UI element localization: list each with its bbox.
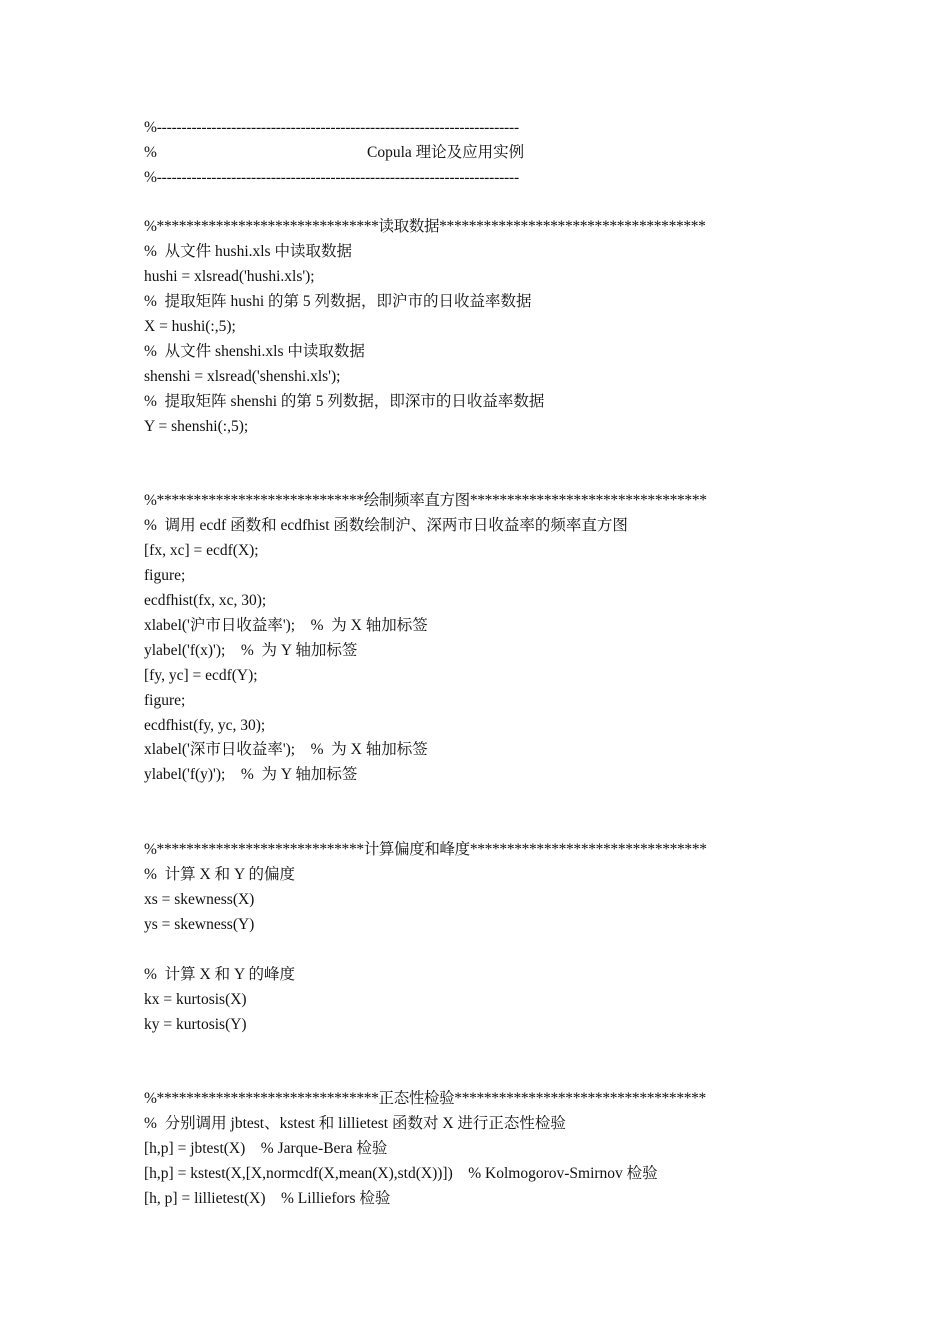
code-line: % 提取矩阵 hushi 的第 5 列数据，即沪市的日收益率数据 <box>144 293 532 310</box>
header-rule-top: %------------------------------------------------------------------------- <box>144 119 519 136</box>
code-line: hushi = xlsread('hushi.xls'); <box>144 268 315 285</box>
code-line: % 计算 X 和 Y 的偏度 <box>144 866 295 883</box>
code-line: % 从文件 hushi.xls 中读取数据 <box>144 243 352 260</box>
header-title-prefix: % <box>144 144 157 161</box>
code-line: xs = skewness(X) <box>144 891 255 908</box>
code-line: [fy, yc] = ecdf(Y); <box>144 667 258 684</box>
code-line: % 分别调用 jbtest、kstest 和 lillietest 函数对 X 进行正态性检验 <box>144 1115 566 1132</box>
page-title: Copula 理论及应用实例 <box>367 144 525 161</box>
code-line: xlabel('沪市日收益率'); % 为 X 轴加标签 <box>144 617 428 634</box>
code-line: Y = shenshi(:,5); <box>144 418 249 435</box>
section-banner-normality: %******************************正态性检验********************************** <box>144 1090 706 1107</box>
code-line: ys = skewness(Y) <box>144 916 255 933</box>
code-line: xlabel('深市日收益率'); % 为 X 轴加标签 <box>144 741 428 758</box>
code-line: % 从文件 shenshi.xls 中读取数据 <box>144 343 365 360</box>
code-line: [h, p] = lillietest(X) % Lilliefors 检验 <box>144 1190 391 1207</box>
code-line: ecdfhist(fx, xc, 30); <box>144 592 267 609</box>
section-banner-histogram: %****************************绘制频率直方图******************************** <box>144 492 707 509</box>
header-rule-bottom: %------------------------------------------------------------------------- <box>144 169 519 186</box>
code-line: % 计算 X 和 Y 的峰度 <box>144 966 295 983</box>
code-line: ky = kurtosis(Y) <box>144 1016 247 1033</box>
code-line: ecdfhist(fy, yc, 30); <box>144 717 266 734</box>
code-line: X = hushi(:,5); <box>144 318 236 335</box>
section-banner-moments: %****************************计算偏度和峰度******************************** <box>144 841 707 858</box>
code-line: [h,p] = kstest(X,[X,normcdf(X,mean(X),std(X))]) % Kolmogorov-Smirnov 检验 <box>144 1165 658 1182</box>
code-line: [fx, xc] = ecdf(X); <box>144 542 259 559</box>
code-line: figure; <box>144 692 186 709</box>
code-line: ylabel('f(y)'); % 为 Y 轴加标签 <box>144 766 358 783</box>
code-line: shenshi = xlsread('shenshi.xls'); <box>144 368 341 385</box>
section-banner-read-data: %******************************读取数据************************************ <box>144 218 706 235</box>
code-line: % 提取矩阵 shenshi 的第 5 列数据，即深市的日收益率数据 <box>144 393 545 410</box>
code-line: [h,p] = jbtest(X) % Jarque-Bera 检验 <box>144 1140 388 1157</box>
code-line: % 调用 ecdf 函数和 ecdfhist 函数绘制沪、深两市日收益率的频率直方图 <box>144 517 628 534</box>
code-line: kx = kurtosis(X) <box>144 991 247 1008</box>
code-line: ylabel('f(x)'); % 为 Y 轴加标签 <box>144 642 358 659</box>
code-line: figure; <box>144 567 186 584</box>
